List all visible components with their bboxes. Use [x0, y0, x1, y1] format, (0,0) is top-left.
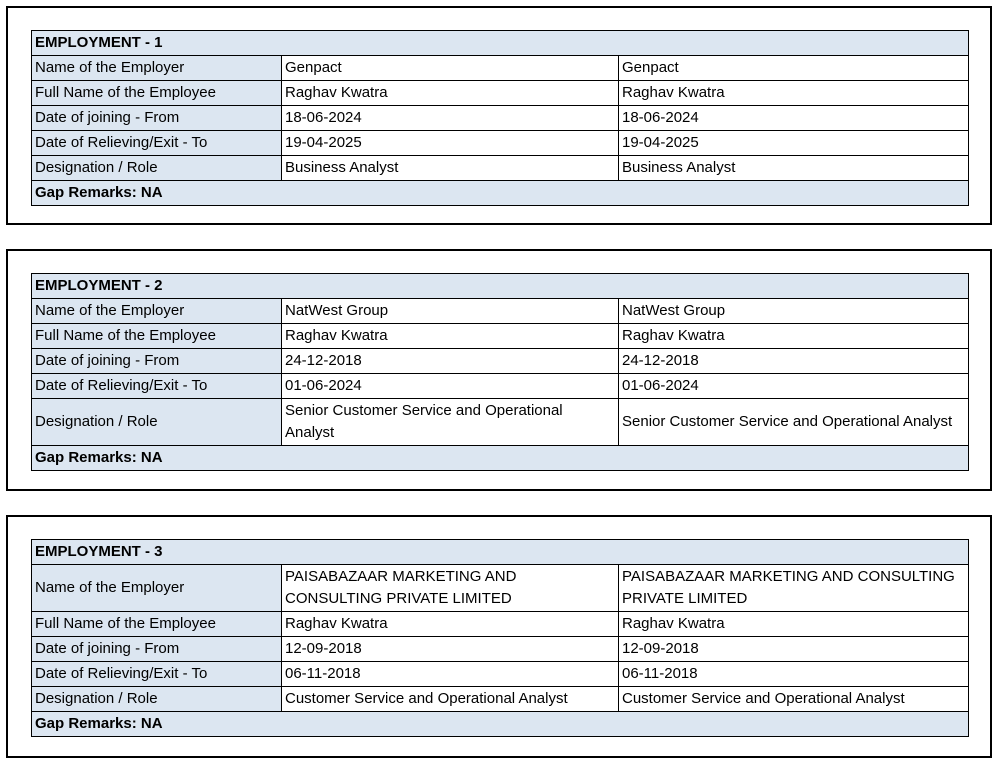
employment-panel-3: [6, 515, 992, 758]
employment-panel-2: [6, 249, 992, 491]
employment-title: EMPLOYMENT - 2: [32, 274, 969, 299]
row-label: Full Name of the Employee: [32, 324, 282, 349]
table-row-employee: [32, 324, 969, 349]
table-row-designation: [32, 399, 969, 446]
row-label: Date of Relieving/Exit - To: [32, 662, 282, 687]
table-row-employee: [32, 612, 969, 637]
claimed-value: Business Analyst: [282, 156, 619, 181]
claimed-value: Senior Customer Service and Operational Analyst: [282, 399, 619, 446]
table-row-remarks: [32, 181, 969, 206]
row-label: Date of Relieving/Exit - To: [32, 374, 282, 399]
row-label: Name of the Employer: [32, 299, 282, 324]
table-row-employer: [32, 56, 969, 81]
claimed-value: 06-11-2018: [282, 662, 619, 687]
verified-value: 24-12-2018: [619, 349, 969, 374]
verified-value: Senior Customer Service and Operational Analyst: [619, 399, 969, 446]
verified-value: Customer Service and Operational Analyst: [619, 687, 969, 712]
claimed-value: Raghav Kwatra: [282, 81, 619, 106]
claimed-value: PAISABAZAAR MARKETING AND CONSULTING PRIVATE LIMITED: [282, 565, 619, 612]
verified-value: 01-06-2024: [619, 374, 969, 399]
claimed-value: 01-06-2024: [282, 374, 619, 399]
claimed-value: NatWest Group: [282, 299, 619, 324]
table-row-employer: [32, 299, 969, 324]
claimed-value: 18-06-2024: [282, 106, 619, 131]
verified-value: 19-04-2025: [619, 131, 969, 156]
employment-table-1: [31, 30, 969, 206]
table-row-employee: [32, 81, 969, 106]
verified-value: Raghav Kwatra: [619, 81, 969, 106]
gap-remarks: Gap Remarks: NA: [32, 446, 969, 471]
claimed-value: 12-09-2018: [282, 637, 619, 662]
verified-value: 12-09-2018: [619, 637, 969, 662]
verified-value: 06-11-2018: [619, 662, 969, 687]
verified-value: 18-06-2024: [619, 106, 969, 131]
claimed-value: Raghav Kwatra: [282, 324, 619, 349]
verified-value: Raghav Kwatra: [619, 612, 969, 637]
table-row-relieving: [32, 374, 969, 399]
table-row-remarks: [32, 712, 969, 737]
verified-value: Raghav Kwatra: [619, 324, 969, 349]
table-row-joining: [32, 349, 969, 374]
row-label: Full Name of the Employee: [32, 81, 282, 106]
table-row-joining: [32, 106, 969, 131]
claimed-value: Customer Service and Operational Analyst: [282, 687, 619, 712]
table-header-row: [32, 540, 969, 565]
row-label: Designation / Role: [32, 399, 282, 446]
employment-table-2: [31, 273, 969, 471]
verified-value: Business Analyst: [619, 156, 969, 181]
table-row-designation: [32, 687, 969, 712]
claimed-value: Genpact: [282, 56, 619, 81]
table-row-joining: [32, 637, 969, 662]
table-row-designation: [32, 156, 969, 181]
gap-remarks: Gap Remarks: NA: [32, 712, 969, 737]
claimed-value: 24-12-2018: [282, 349, 619, 374]
row-label: Date of joining - From: [32, 637, 282, 662]
row-label: Date of Relieving/Exit - To: [32, 131, 282, 156]
row-label: Date of joining - From: [32, 106, 282, 131]
table-header-row: [32, 31, 969, 56]
table-row-relieving: [32, 662, 969, 687]
table-row-employer: [32, 565, 969, 612]
employment-panel-1: [6, 6, 992, 225]
claimed-value: 19-04-2025: [282, 131, 619, 156]
employment-title: EMPLOYMENT - 1: [32, 31, 969, 56]
verified-value: Genpact: [619, 56, 969, 81]
row-label: Date of joining - From: [32, 349, 282, 374]
verified-value: NatWest Group: [619, 299, 969, 324]
verified-value: PAISABAZAAR MARKETING AND CONSULTING PRIVATE LIMITED: [619, 565, 969, 612]
table-header-row: [32, 274, 969, 299]
row-label: Full Name of the Employee: [32, 612, 282, 637]
gap-remarks: Gap Remarks: NA: [32, 181, 969, 206]
table-row-remarks: [32, 446, 969, 471]
claimed-value: Raghav Kwatra: [282, 612, 619, 637]
row-label: Name of the Employer: [32, 56, 282, 81]
employment-table-3: [31, 539, 969, 737]
row-label: Designation / Role: [32, 156, 282, 181]
row-label: Designation / Role: [32, 687, 282, 712]
employment-title: EMPLOYMENT - 3: [32, 540, 969, 565]
table-row-relieving: [32, 131, 969, 156]
row-label: Name of the Employer: [32, 565, 282, 612]
